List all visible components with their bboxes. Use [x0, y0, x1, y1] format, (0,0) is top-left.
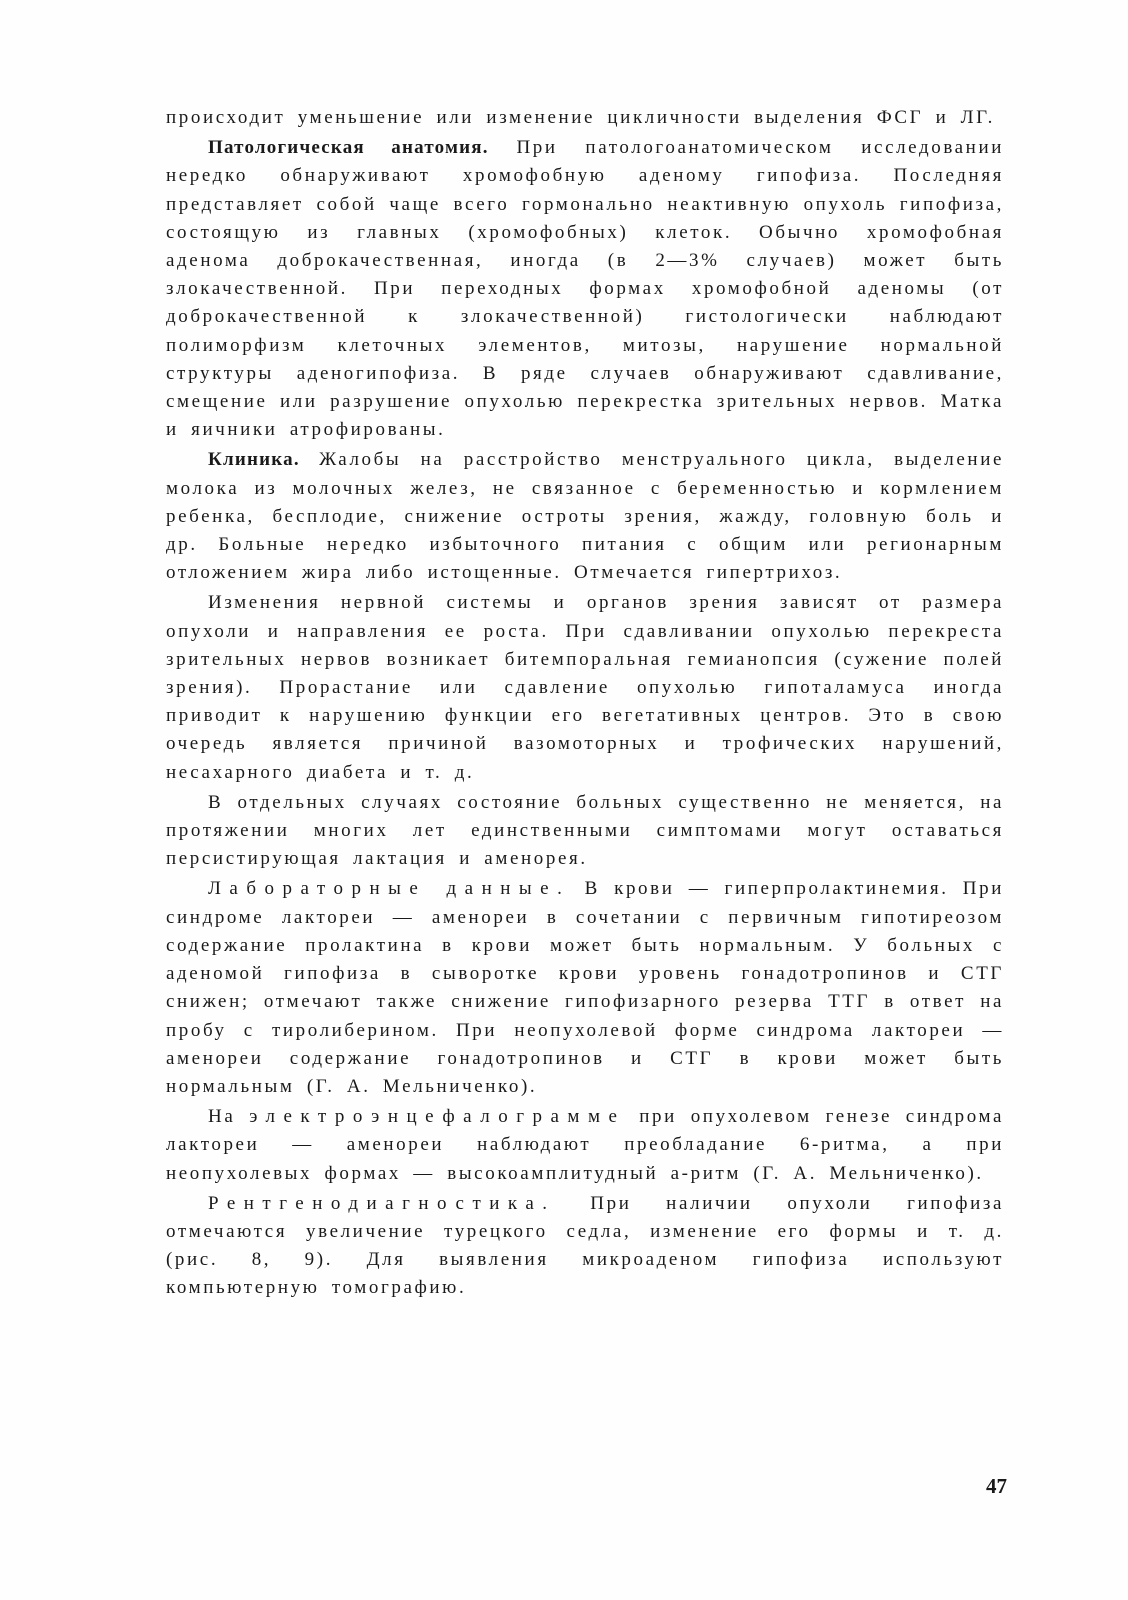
- heading-eeg: электроэнцефалограмме: [249, 1106, 626, 1128]
- page-number: 47: [986, 1474, 1007, 1498]
- paragraph-eeg-lead: На: [208, 1106, 250, 1128]
- paragraph-intro: [166, 104, 1004, 132]
- paragraph-clinic-text: Жалобы на расстройство менструального цикла, выделение молока из молочных желез, не связанное с беременностью и кормлением ребенка, бесплодие, снижение остроты зрения, жажду, головную боль и др. Больные нередко избыточного питания с общим или регионарным отложением жира либо истощенные. Отмечается гипертрихоз.: [166, 449, 1004, 584]
- body-text: [166, 104, 1004, 1303]
- paragraph-nervous-system-text: Изменения нервной системы и органов зрения зависят от размера опухоли и направления ее роста. При сдавливании опухолью перекреста зрительных нервов возникает битемпоральная гемианопсия (сужение полей зрения). Прорастание или сдавление опухолью гипоталамуса иногда приводит к нарушению функции его вегетативных центров. Это в свою очередь является причиной вазомоторных и трофических нарушений, несахарного диабета и т. д.: [166, 592, 1004, 783]
- paragraph-radiology-text: При наличии опухоли гипофиза отмечаются увеличение турецкого седла, изменение его формы и т. д. (рис. 8, 9). Для выявления микроаденом гипофиза используют компьютерную томографию.: [166, 1192, 1004, 1299]
- heading-x-ray-diagnostics: Рентгенодиагностика.: [208, 1192, 556, 1214]
- paragraph-clinic: [166, 446, 1004, 587]
- paragraph-eeg: [166, 1103, 1004, 1188]
- paragraph-intro-text: происходит уменьшение или изменение цикличности выделения ФСГ и ЛГ.: [166, 107, 995, 128]
- paragraph-pathology: [166, 134, 1004, 444]
- heading-clinic: Клиника.: [208, 449, 300, 471]
- paragraph-individual-cases: [166, 789, 1004, 874]
- paragraph-individual-cases-text: В отдельных случаях состояние больных существенно не меняется, на протяжении многих лет единственными симптомами могут оставаться персистирующая лактация и аменорея.: [166, 791, 1004, 870]
- heading-laboratory-data: Лабораторные данные.: [208, 878, 571, 900]
- paragraph-laboratory-text: В крови — гиперпролактинемия. При синдроме лактореи — аменореи в сочетании с первичным гипотиреозом содержание пролактина в крови может быть нормальным. У больных с аденомой гипофиза в сыворотке крови уровень гонадотропинов и СТГ снижен; отмечают также снижение гипофизарного резерва ТТГ в ответ на пробу с тиролиберином. При неопухолевой форме синдрома лактореи — аменореи содержание гонадотропинов и СТГ в крови может быть нормальным (Г. А. Мельниченко).: [166, 878, 1004, 1097]
- paragraph-radiology: [166, 1190, 1004, 1303]
- heading-pathological-anatomy: Патологическая анатомия.: [208, 137, 489, 159]
- paragraph-pathology-text: При патологоанатомическом исследовании нередко обнаруживают хромофобную аденому гипофиза. Последняя представляет собой чаще всего гормонально неактивную опухоль гипофиза, состоящую из главных (хромофобных) клеток. Обычно хромофобная аденома доброкачественная, иногда (в 2—3% случаев) может быть злокачественной. При переходных формах хромофобной аденомы (от доброкачественной к злокачественной) гистологически наблюдают полиморфизм клеточных элементов, митозы, нарушение нормальной структуры аденогипофиза. В ряде случаев обнаруживают сдавливание, смещение или разрушение опухолью перекрестка зрительных нервов. Матка и яичники атрофированы.: [166, 137, 1004, 441]
- paragraph-laboratory: [166, 875, 1004, 1101]
- paragraph-eeg-text: при опухолевом генезе синдрома лактореи — аменореи наблюдают преобладание 6-ритма, а при неопухолевых формах — высокоамплитудный а-ритм (Г. А. Мельниченко).: [166, 1106, 1004, 1184]
- paragraph-nervous-system: [166, 589, 1004, 786]
